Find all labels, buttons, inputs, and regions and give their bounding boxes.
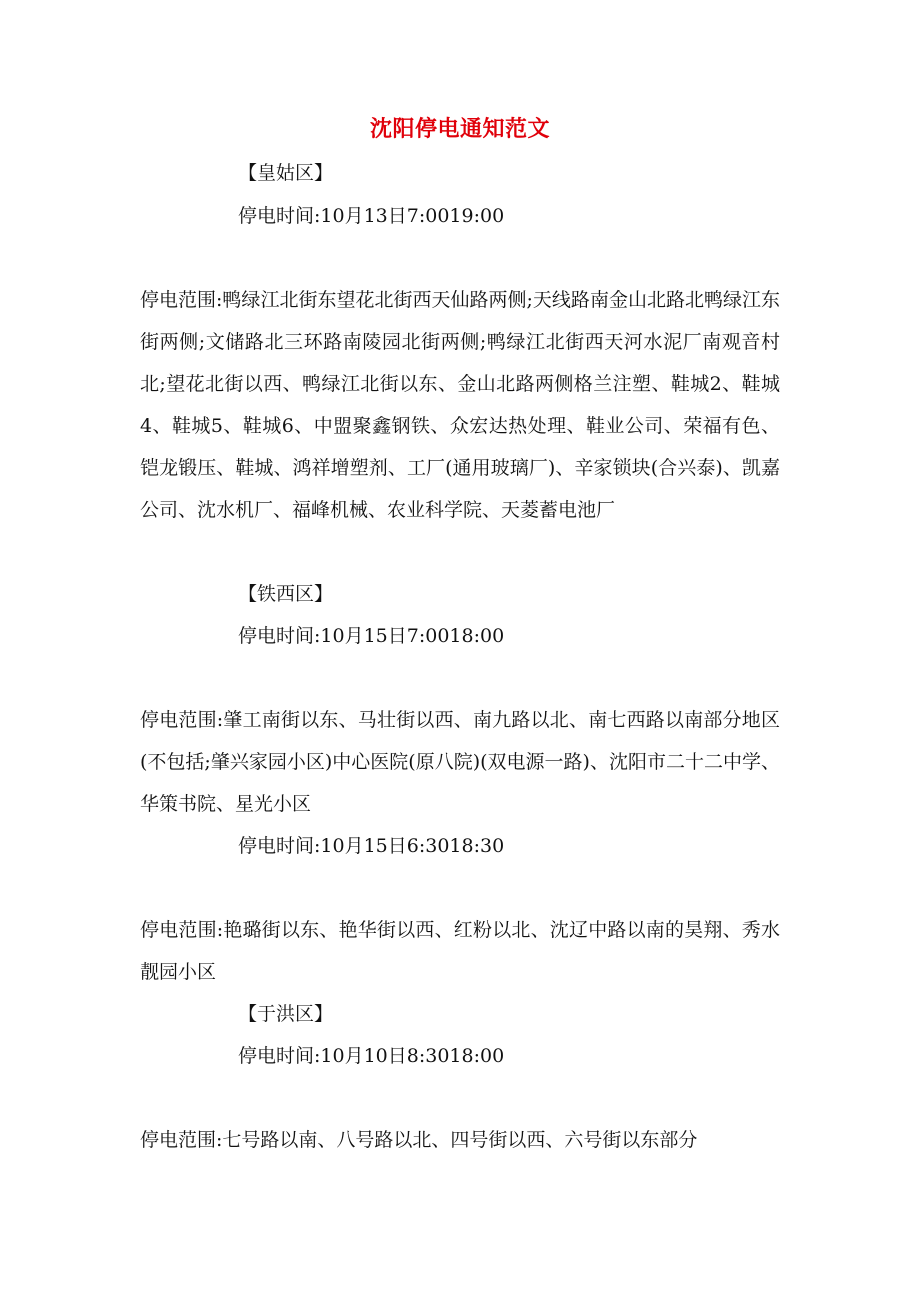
- outage-scope: 停电范围:肇工南街以东、马壮街以西、南九路以北、南七西路以南部分地区(不包括;肇兴家园小区)中心医院(原八院)(双电源一路)、沈阳市二十二中学、华策书院、星光小区: [140, 709, 780, 815]
- outage-time: 停电时间:10月15日7:0018:00: [238, 625, 505, 647]
- document-title: 沈阳停电通知范文: [369, 116, 550, 142]
- district-heading-tiexi: 【铁西区】: [238, 583, 334, 605]
- outage-scope: 停电范围:鸭绿江北街东望花北街西天仙路两侧;天线路南金山北路北鸭绿江东街两侧;文储路北三环路南陵园北街两侧;鸭绿江北街西天河水泥厂南观音村北;望花北街以西、鸭绿江北街以东、金山北路两侧格兰注塑、鞋城2、鞋城4、鞋城5、鞋城6、中盟聚鑫钢铁、众宏达热处理、鞋业公司、荣福有色、铠龙锻压、鞋城、鸿祥增塑剂、工厂(通用玻璃厂)、辛家锁块(合兴泰)、凯嘉公司、沈水机厂、福峰机械、农业科学院、天菱蓄电池厂: [140, 289, 780, 521]
- district-heading-yuhong: 【于洪区】: [238, 1003, 334, 1025]
- outage-time: 停电时间:10月15日6:3018:30: [238, 835, 505, 857]
- outage-time: 停电时间:10月13日7:0019:00: [238, 205, 505, 227]
- outage-scope: 停电范围:七号路以南、八号路以北、四号街以西、六号街以东部分: [140, 1129, 698, 1151]
- outage-scope: 停电范围:艳璐街以东、艳华街以西、红粉以北、沈辽中路以南的昊翔、秀水靓园小区: [140, 919, 780, 983]
- district-heading-huanggu: 【皇姑区】: [238, 162, 334, 184]
- outage-time: 停电时间:10月10日8:3018:00: [238, 1045, 505, 1067]
